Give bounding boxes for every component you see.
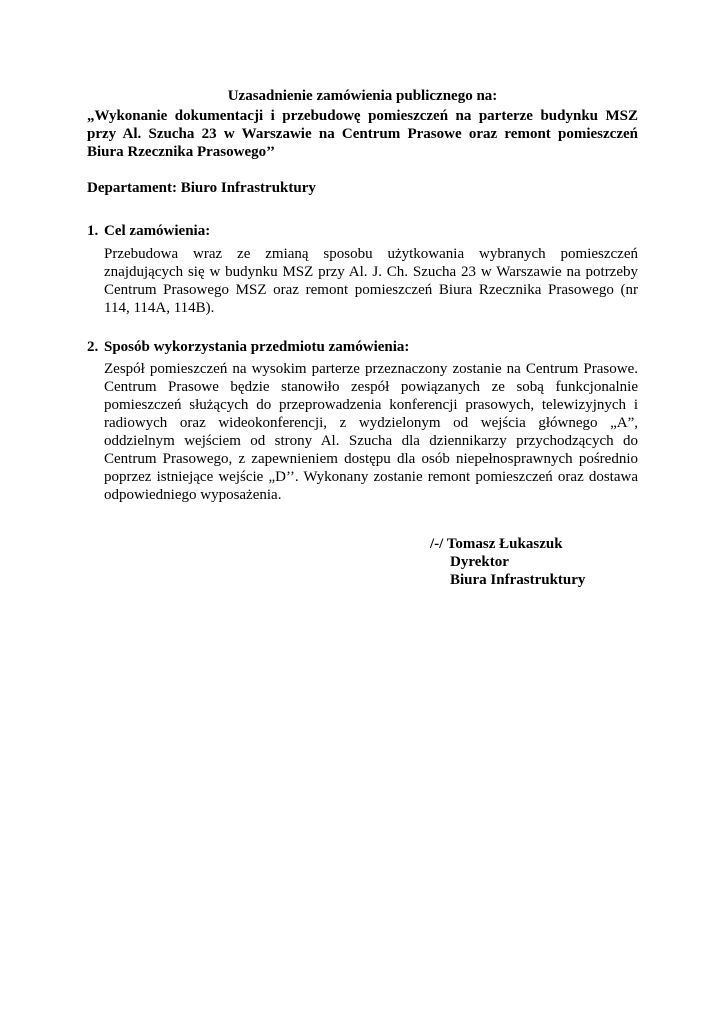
document-title: Uzasadnienie zamówienia publicznego na: [227, 88, 498, 104]
signature-block [430, 535, 585, 589]
signature-name: /-/ Tomasz Łukaszuk [430, 536, 563, 552]
section-1-heading [87, 222, 210, 240]
section-1-body: Przebudowa wraz ze zmianą sposobu użytkowania wybranych pomieszczeń znajdujących się w budynku MSZ przy Al. J. Ch. Szucha 23 w Warszawie na potrzeby Centrum Prasowego MSZ oraz remont pomieszczeń Biura Rzecznika Prasowego (nr 114, 114A, 114B). [104, 246, 638, 316]
document-subject: „Wykonanie dokumentacji i przebudowę pomieszczeń na parterze budynku MSZ przy Al. Szucha 23 w Warszawie na Centrum Prasowe oraz remont pomieszczeń Biura Rzecznika Prasowego’’ [87, 108, 638, 160]
section-2-heading [87, 338, 409, 356]
section-1-number: 1. [87, 223, 99, 239]
signature-position: Dyrektor [450, 554, 509, 570]
section-1-title: Cel zamówienia: [104, 223, 211, 239]
signature-unit: Biura Infrastruktury [450, 572, 586, 588]
section-2-number: 2. [87, 339, 99, 355]
section-2-title: Sposób wykorzystania przedmiotu zamówienia: [104, 339, 410, 355]
document-department: Departament: Biuro Infrastruktury [87, 180, 316, 196]
section-2-body: Zespół pomieszczeń na wysokim parterze przeznaczony zostanie na Centrum Prasowe. Centrum Prasowe będzie stanowiło zespół powiązanych ze sobą funkcjonalnie pomieszczeń służących do przeprowadzenia konferencji prasowych, telewizyjnych i radiowych oraz wideokonferencji, z wydzielonym od wejścia głównego „A”, oddzielnym wejściem od strony Al. Szucha dla dziennikarzy przychodzących do Centrum Prasowego, z zapewnieniem dostępu dla osób niepełnosprawnych pośrednio poprzez istniejące wejście „D’’. Wykonany zostanie remont pomieszczeń oraz dostawa odpowiedniego wyposażenia. [104, 361, 638, 503]
